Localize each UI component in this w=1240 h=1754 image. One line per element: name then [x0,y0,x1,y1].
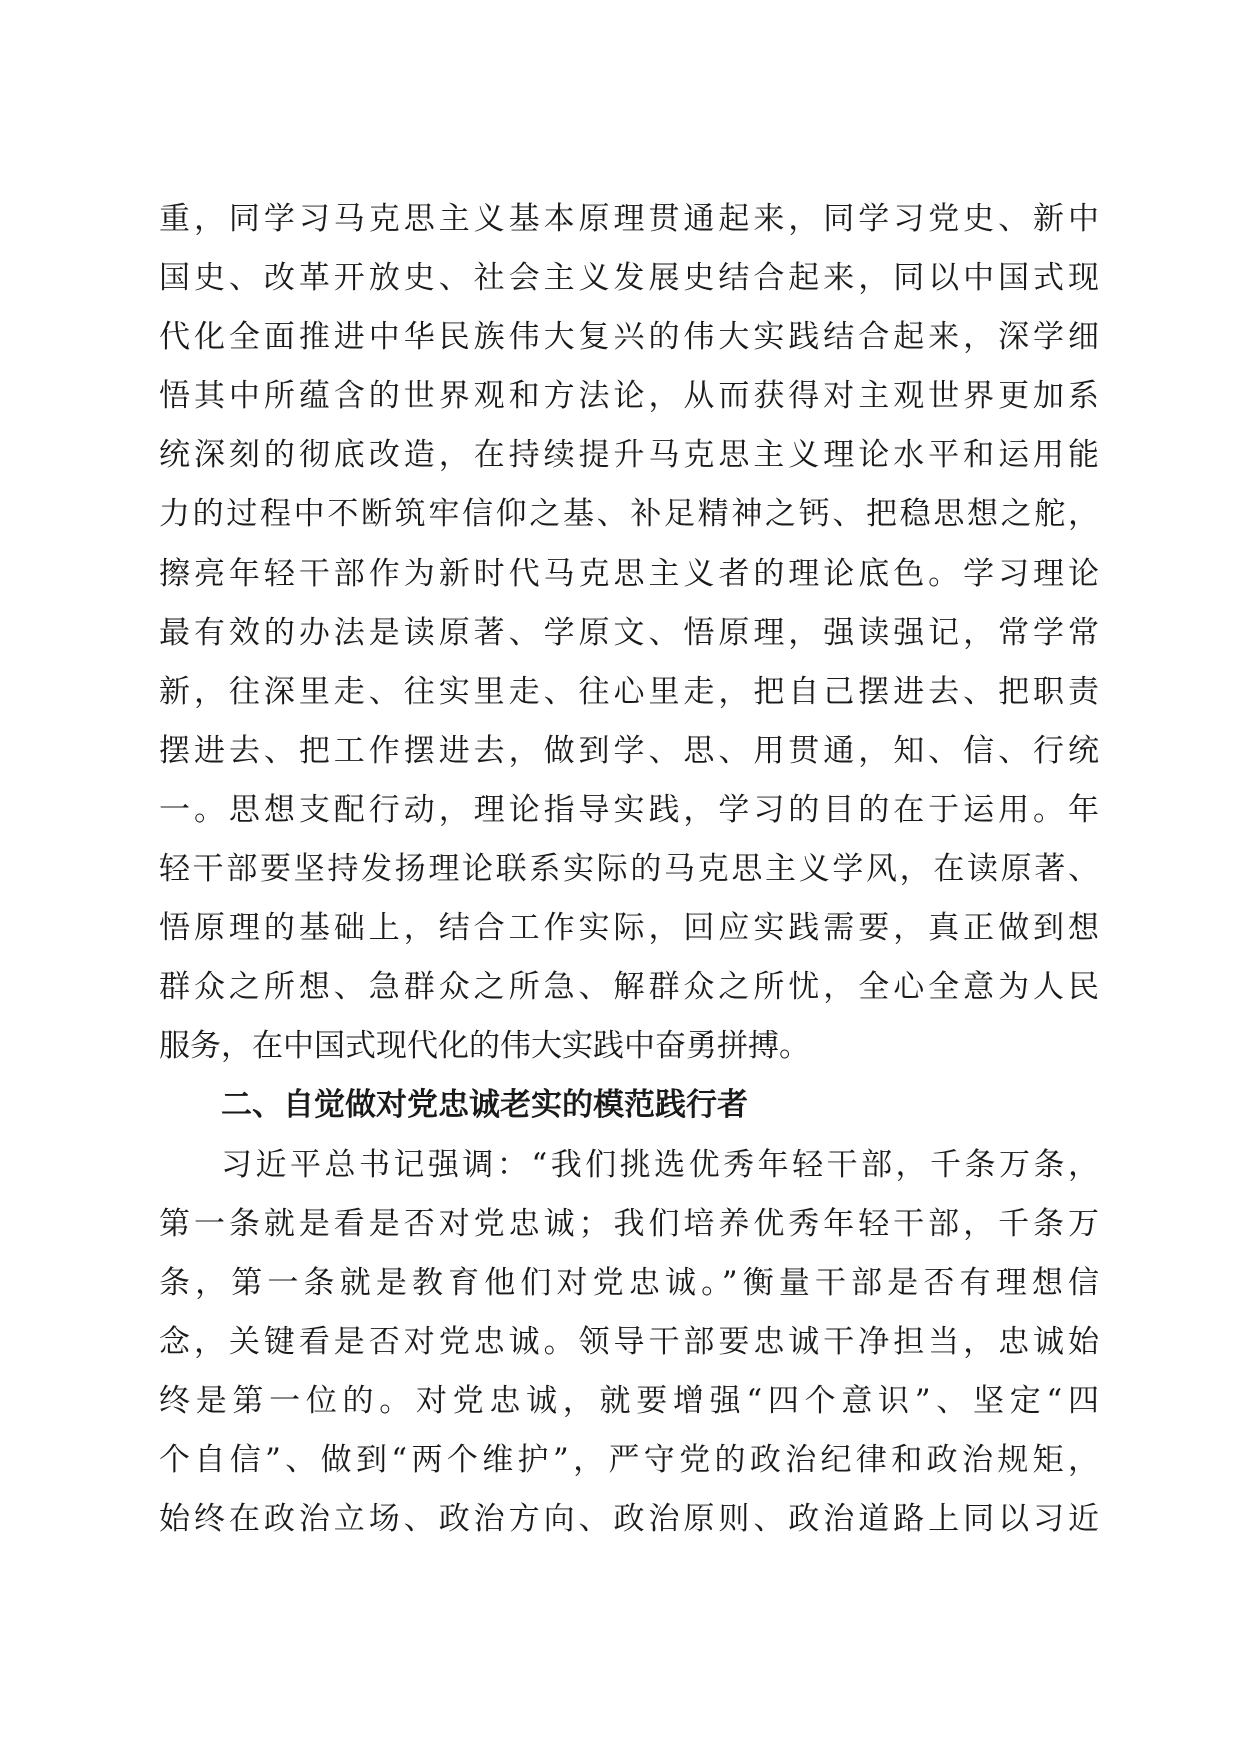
text-line: 悟其中所蕴含的世界观和方法论，从而获得对主观世界更加系 [159,378,1099,415]
body-text [159,190,1099,1549]
text-line: 始终在政治立场、政治方向、政治原则、政治道路上同以习近 [159,1501,1099,1538]
text-line: 代化全面推进中华民族伟大复兴的伟大实践结合起来，深学细 [159,319,1099,356]
text-line: 习近平总书记强调：“我们挑选优秀年轻干部，千条万条， [221,1146,1099,1183]
text-line: 轻干部要坚持发扬理论联系实际的马克思主义学风，在读原著、 [159,851,1099,888]
text-line: 擦亮年轻干部作为新时代马克思主义者的理论底色。学习理论 [159,555,1099,592]
text-line: 群众之所想、急群众之所急、解群众之所忧，全心全意为人民 [159,969,1099,1006]
text-line: 摆进去、把工作摆进去，做到学、思、用贯通，知、信、行统 [159,732,1099,769]
text-line: 条，第一条就是教育他们对党忠诚。”衡量干部是否有理想信 [159,1264,1099,1301]
text-line: 第一条就是看是否对党忠诚；我们培养优秀年轻干部，千条万 [159,1205,1099,1242]
text-line: 新，往深里走、往实里走、往心里走，把自己摆进去、把职责 [159,673,1099,710]
text-line: 国史、改革开放史、社会主义发展史结合起来，同以中国式现 [159,260,1099,297]
text-line: 最有效的办法是读原著、学原文、悟原理，强读强记，常学常 [159,614,1099,651]
text-line: 一。思想支配行动，理论指导实践，学习的目的在于运用。年 [159,791,1099,828]
text-line: 重，同学习马克思主义基本原理贯通起来，同学习党史、新中 [159,201,1099,237]
text-line: 终是第一位的。对党忠诚，就要增强“四个意识”、坚定“四 [159,1382,1099,1419]
section-heading: 二、自觉做对党忠诚老实的模范践行者 [221,1087,748,1124]
text-line: 服务，在中国式现代化的伟大实践中奋勇拼搏。 [159,1028,810,1065]
text-line: 统深刻的彻底改造，在持续提升马克思主义理论水平和运用能 [159,437,1099,474]
text-line: 个自信”、做到“两个维护”，严守党的政治纪律和政治规矩， [159,1441,1099,1478]
text-line: 力的过程中不断筑牢信仰之基、补足精神之钙、把稳思想之舵， [159,496,1099,533]
text-line: 念，关键看是否对党忠诚。领导干部要忠诚干净担当，忠诚始 [159,1323,1099,1360]
text-line: 悟原理的基础上，结合工作实际，回应实践需要，真正做到想 [159,910,1099,947]
